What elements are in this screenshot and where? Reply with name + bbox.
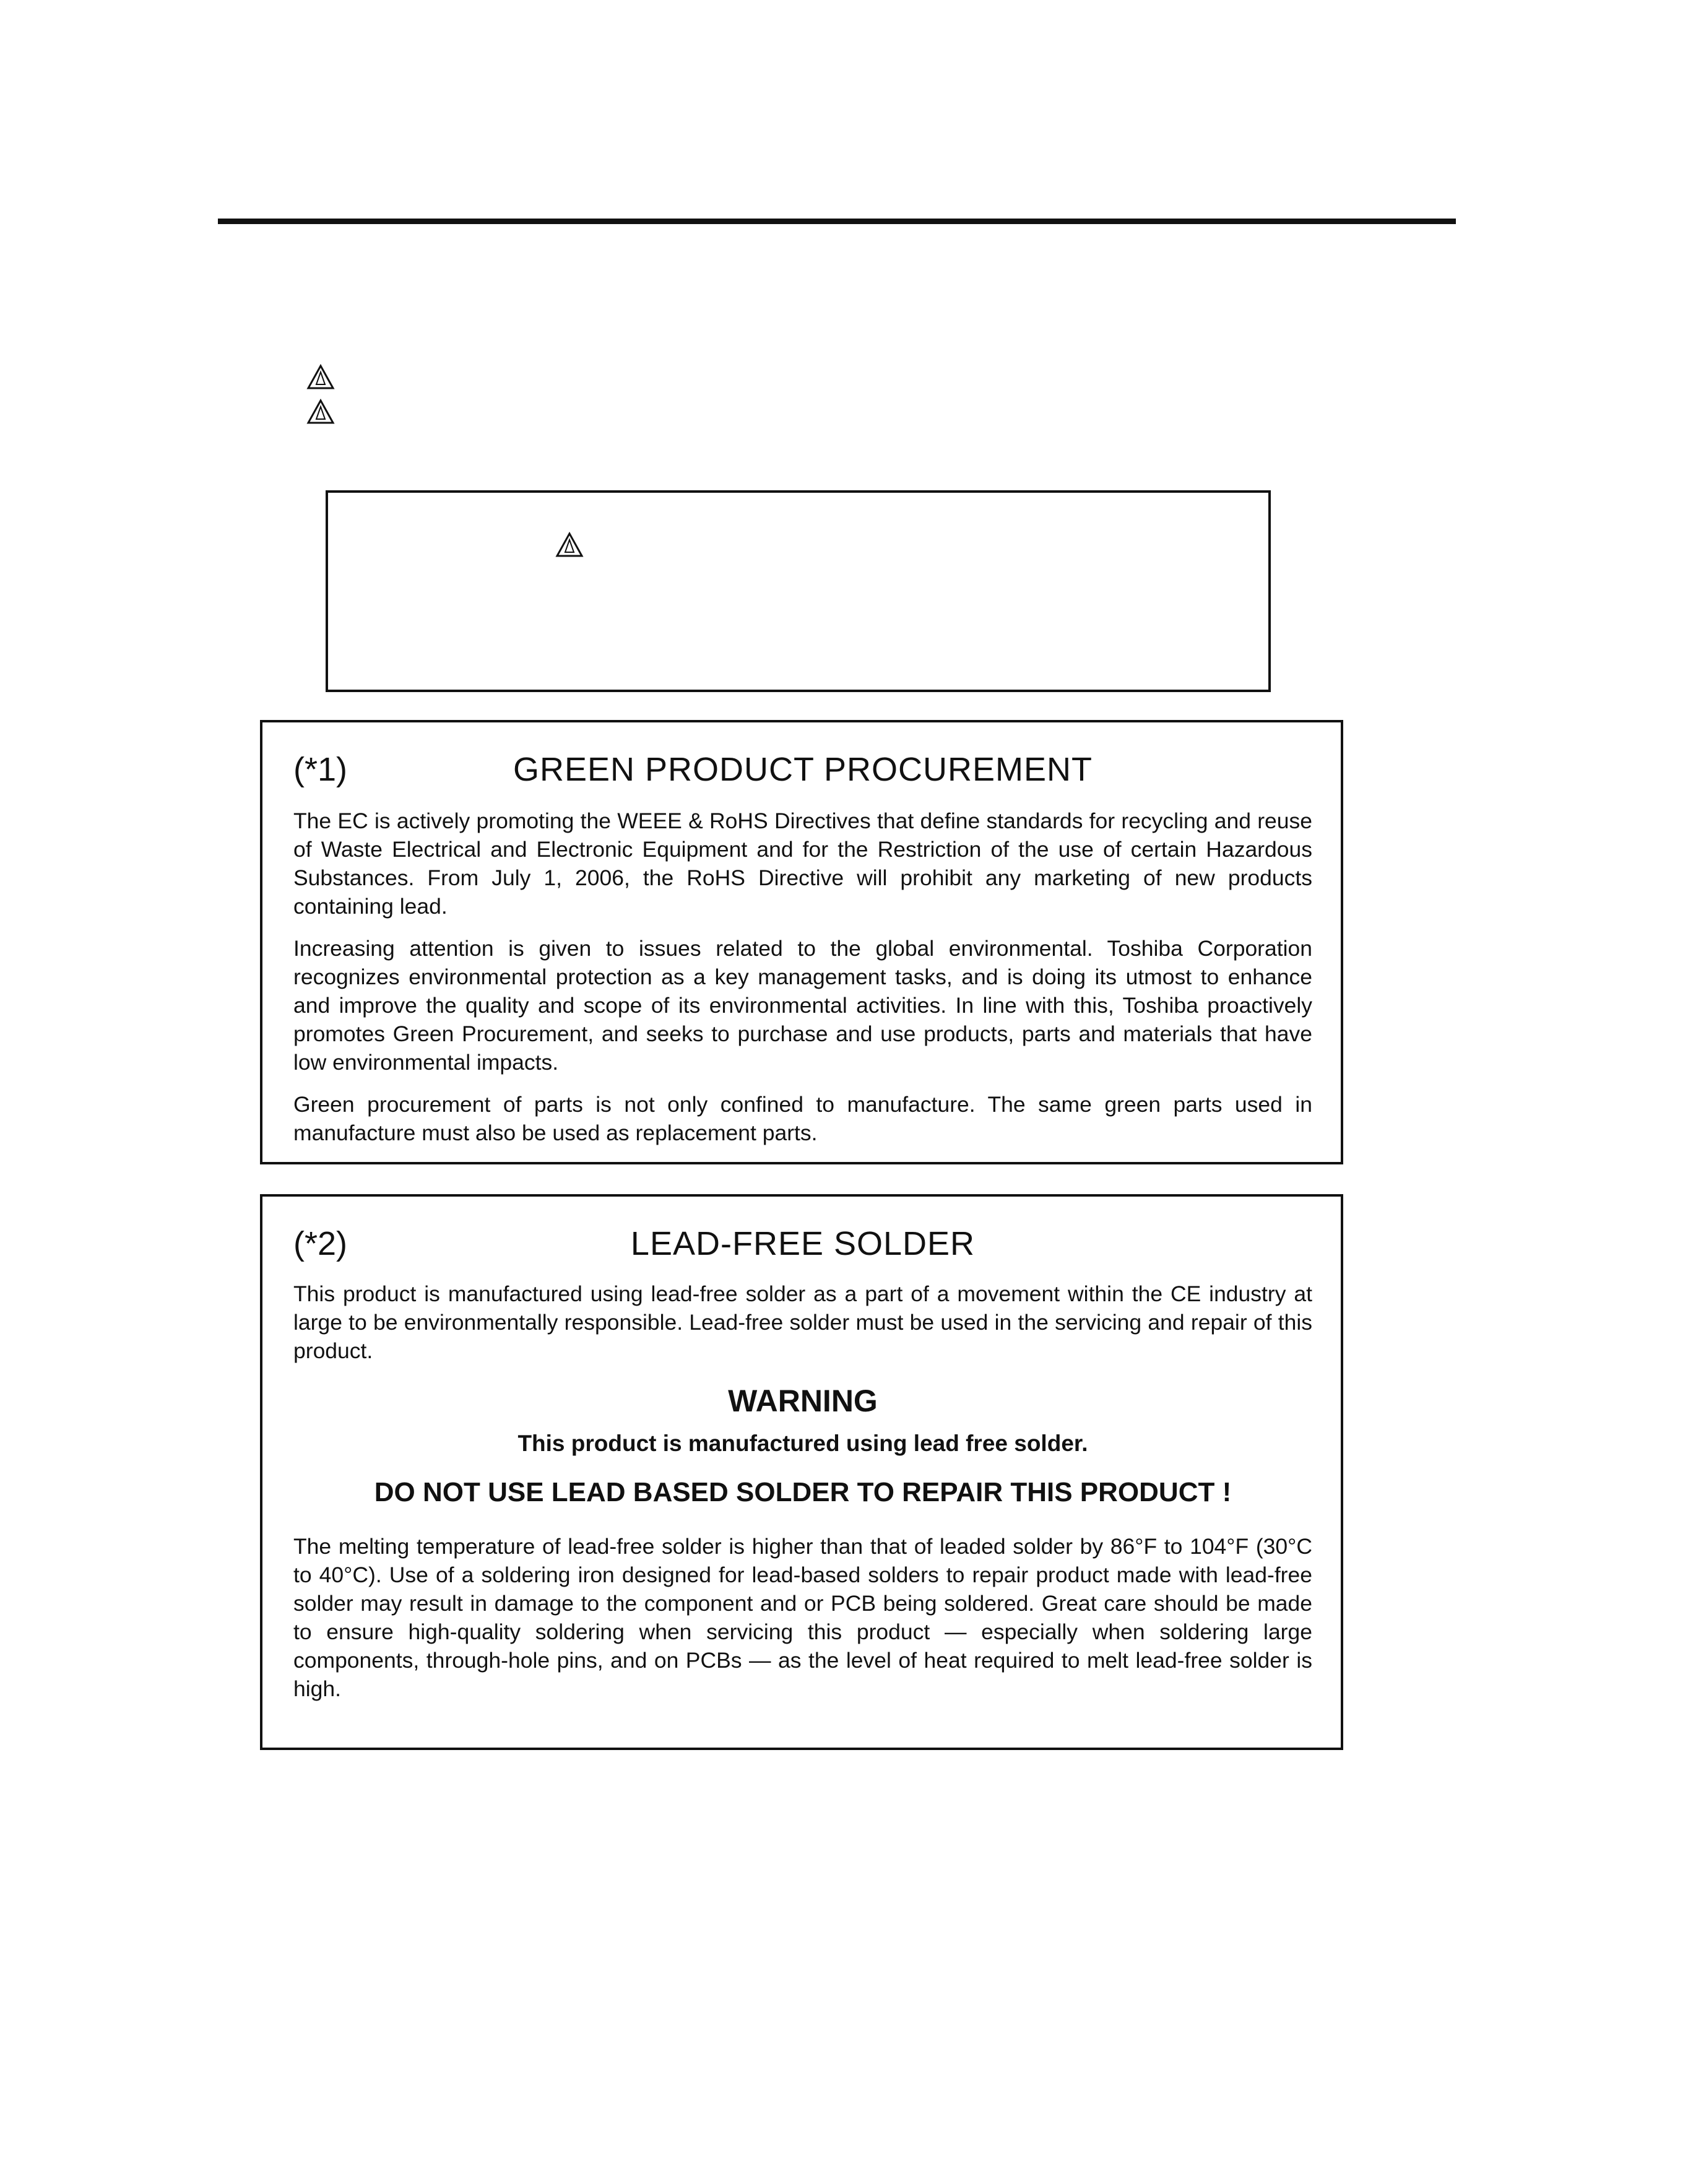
paragraph: Green procurement of parts is not only confined to manufacture. The same green parts used in manufacture must also be used as replacement parts. [293,1092,1312,1145]
warning-triangle-icon [306,399,335,425]
paragraph: The EC is actively promoting the WEEE & RoHS Directives that define standards for recycling and reuse of Waste Electrical and Electronic Equipment and for the Restriction of the use of certain Hazardous Substances. From July 1, 2006, the RoHS Directive will prohibit any marketing of new products containing lead. [293,808,1312,919]
warning-heading: WARNING [728,1384,878,1418]
top-rule [218,219,1456,224]
box-title: LEAD-FREE SOLDER [630,1225,976,1262]
box-header [293,745,1312,794]
box-header [293,1219,1312,1268]
notice-frame [326,490,1271,692]
box-title: GREEN PRODUCT PROCUREMENT [513,751,1093,788]
lead-free-solder-box [260,1194,1343,1750]
warning-triangle-icon [306,364,335,390]
green-procurement-box [260,720,1343,1164]
paragraph: The melting temperature of lead-free solder is higher than that of leaded solder by 86°F to 104°F (30°C to 40°C). Use of a soldering iron designed for lead-based solders to repair product made with lead-free solder may result in damage to the component and or PCB being soldered. Great care should be made to ensure high-quality soldering when servicing this product — especially when soldering large components, through-hole pins, and on PCBs — as the level of heat required to melt lead-free solder is high. [293,1534,1312,1701]
warning-caps: DO NOT USE LEAD BASED SOLDER TO REPAIR THIS PRODUCT ! [374,1477,1232,1507]
paragraph: Increasing attention is given to issues related to the global environmental. Toshiba Corporation recognizes environmental protection as a key management tasks, and is doing its utmost to enhance and improve the quality and scope of its environmental activities. In line with this, Toshiba proactively promotes Green Procurement, and seeks to purchase and use products, parts and materials that have low environmental impacts. [293,936,1312,1075]
warning-triangle-icon [555,532,584,558]
box-tag: (*1) [293,751,348,788]
paragraph: This product is manufactured using lead-free solder as a part of a movement within the CE industry at large to be environmentally responsible. Lead-free solder must be used in the servicing and repair of this product. [293,1281,1312,1363]
box-tag: (*2) [293,1225,348,1262]
warning-line: This product is manufactured using lead free solder. [517,1431,1088,1456]
